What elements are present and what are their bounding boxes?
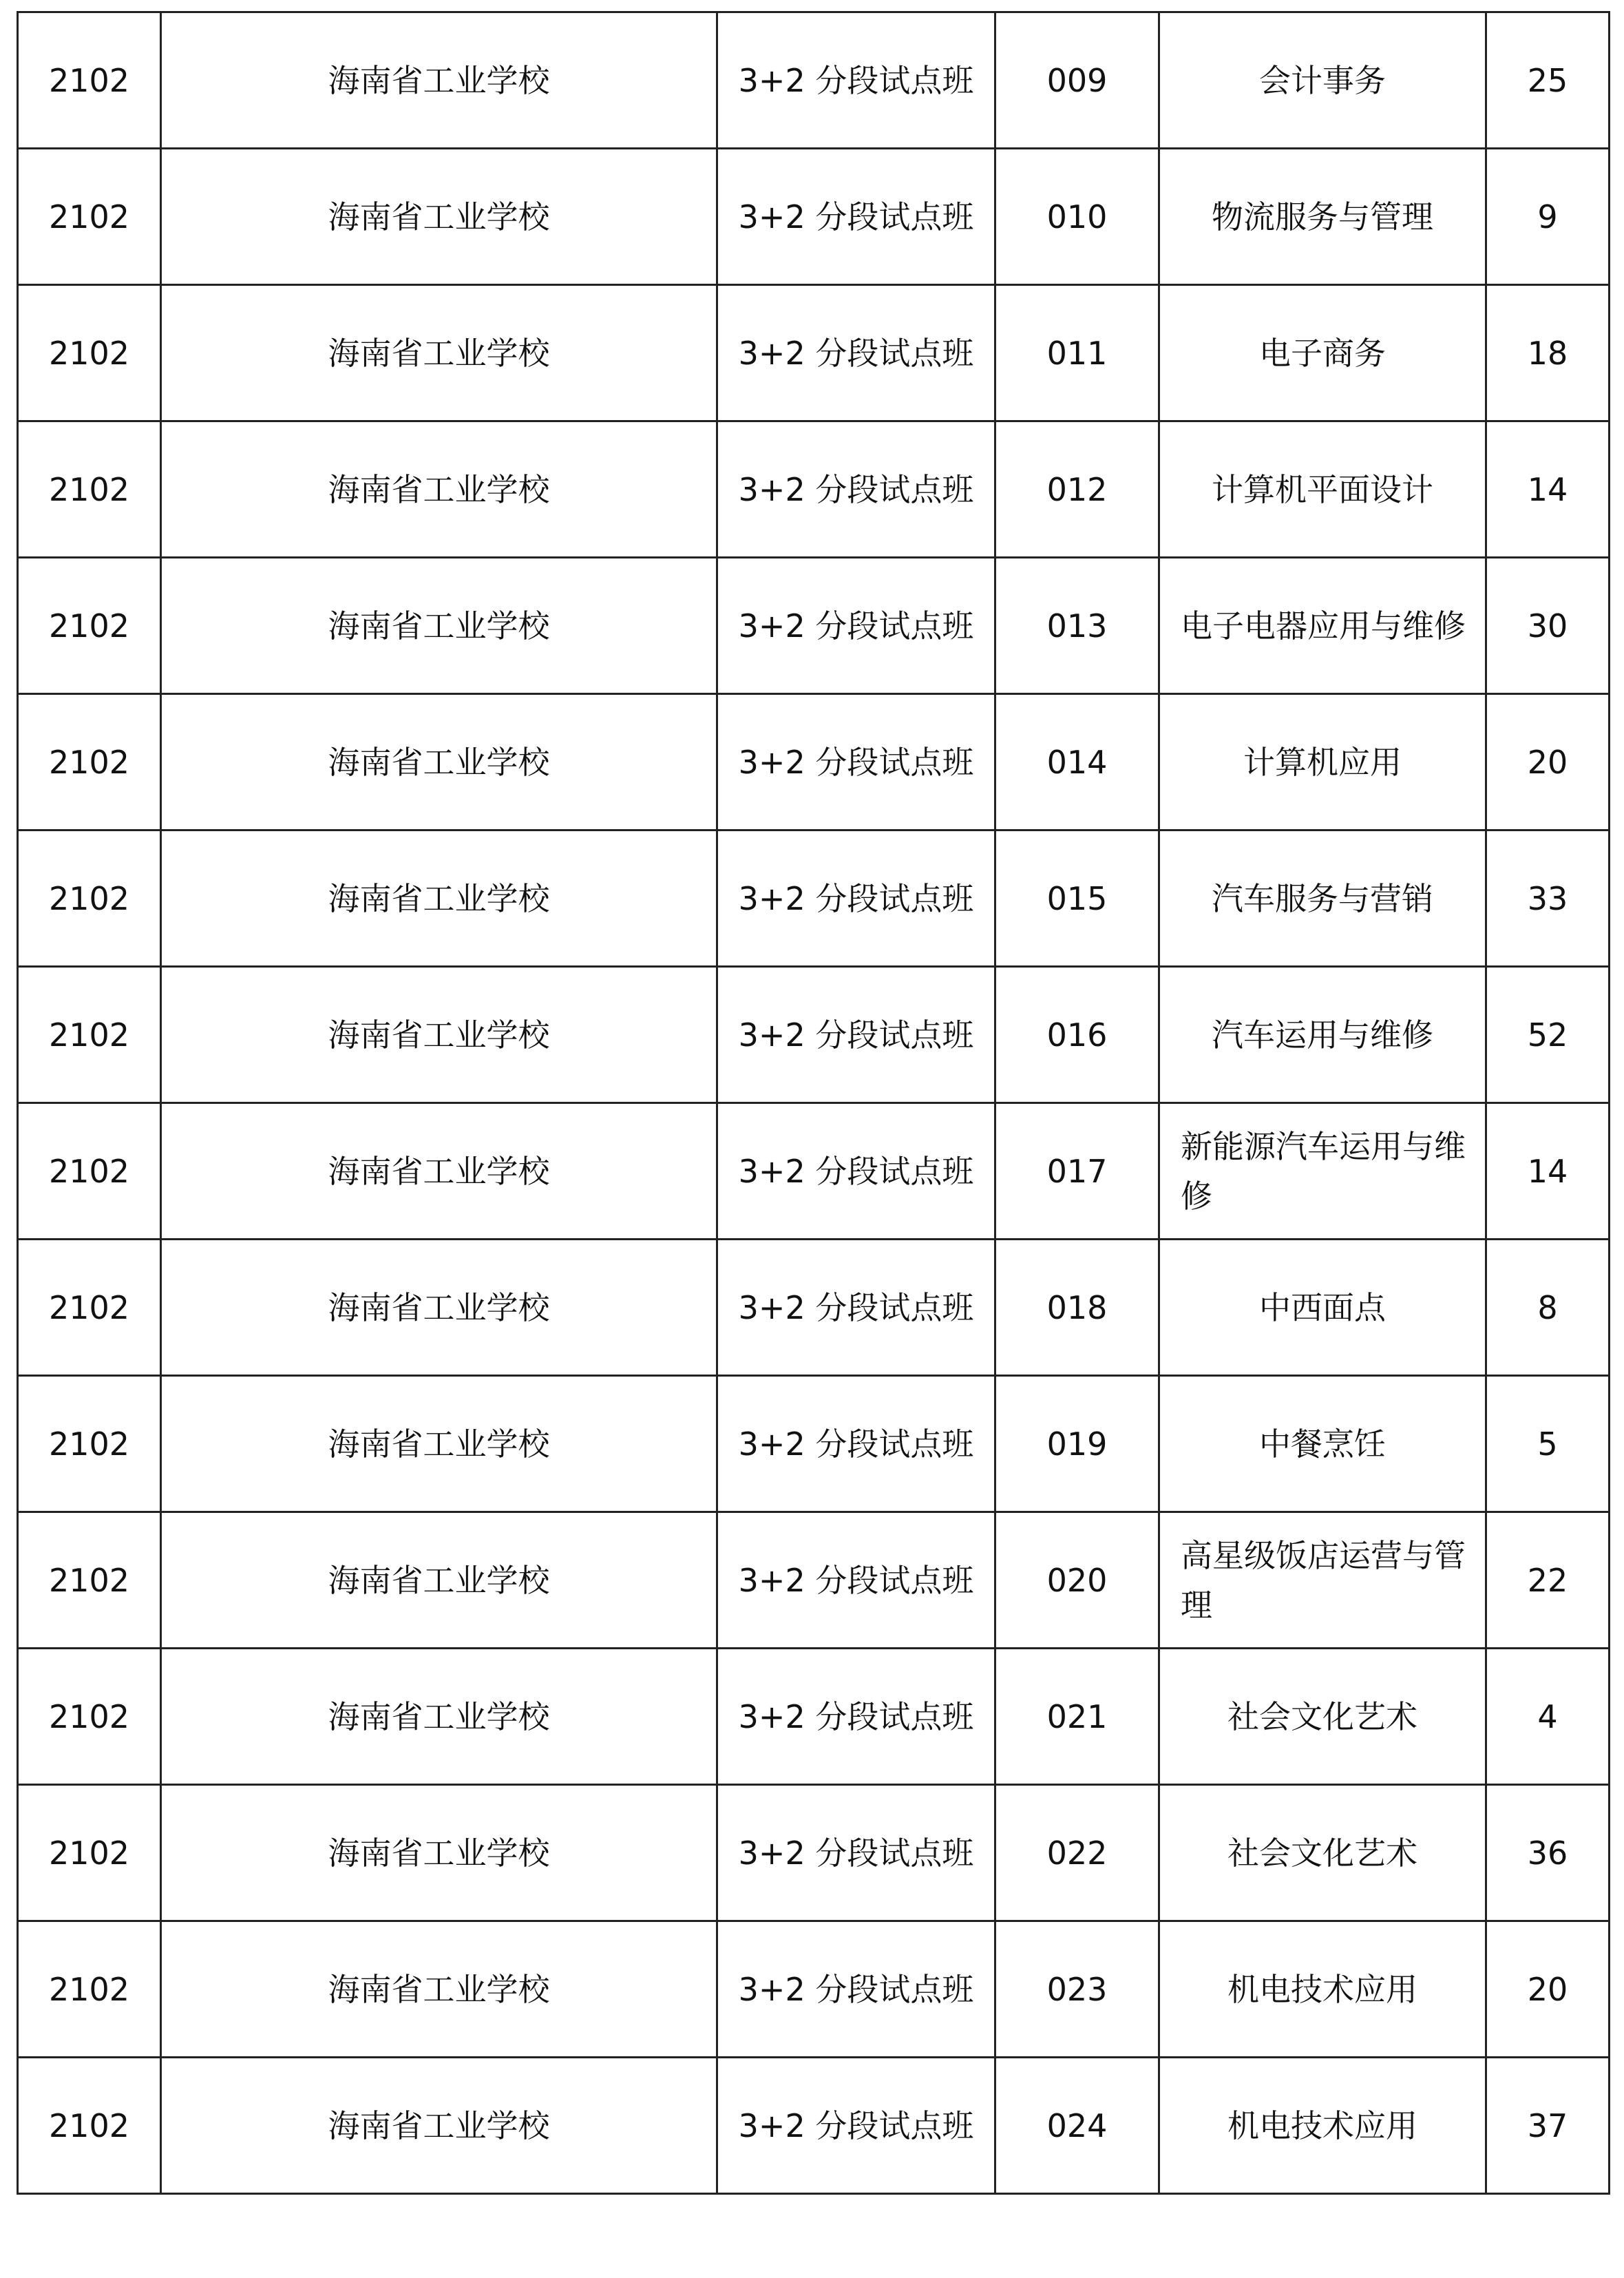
quota-cell: 4 [1486, 1649, 1610, 1785]
quota-cell: 37 [1486, 2058, 1610, 2194]
school-name-cell: 海南省工业学校 [161, 2058, 717, 2194]
major-name-cell: 机电技术应用 [1159, 2058, 1486, 2194]
major-code-cell: 022 [995, 1785, 1159, 1921]
major-code-cell: 024 [995, 2058, 1159, 2194]
quota-cell: 9 [1486, 149, 1610, 285]
table-row [18, 2058, 1610, 2194]
major-name-cell: 社会文化艺术 [1159, 1649, 1486, 1785]
class-type-cell: 3+2 分段试点班 [717, 1103, 995, 1240]
major-code-cell: 010 [995, 149, 1159, 285]
school-name-cell: 海南省工业学校 [161, 285, 717, 421]
table-row [18, 285, 1610, 421]
table-row [18, 1376, 1610, 1512]
table-body [18, 12, 1610, 2194]
major-code-cell: 017 [995, 1103, 1159, 1240]
table-row [18, 1649, 1610, 1785]
school-name-cell: 海南省工业学校 [161, 421, 717, 558]
class-type-cell: 3+2 分段试点班 [717, 1512, 995, 1649]
table-row [18, 1103, 1610, 1240]
major-name-cell: 会计事务 [1159, 12, 1486, 149]
quota-cell: 20 [1486, 1921, 1610, 2058]
table-row [18, 830, 1610, 967]
school-code-cell: 2102 [18, 967, 161, 1103]
table-row [18, 694, 1610, 830]
school-code-cell: 2102 [18, 1103, 161, 1240]
school-name-cell: 海南省工业学校 [161, 1785, 717, 1921]
school-name-cell: 海南省工业学校 [161, 1512, 717, 1649]
school-name-cell: 海南省工业学校 [161, 1649, 717, 1785]
quota-cell: 8 [1486, 1240, 1610, 1376]
table-row [18, 149, 1610, 285]
school-code-cell: 2102 [18, 1376, 161, 1512]
school-code-cell: 2102 [18, 558, 161, 694]
school-code-cell: 2102 [18, 149, 161, 285]
major-name-cell: 电子电器应用与维修 [1159, 558, 1486, 694]
school-code-cell: 2102 [18, 1512, 161, 1649]
school-code-cell: 2102 [18, 1921, 161, 2058]
school-code-cell: 2102 [18, 1649, 161, 1785]
major-code-cell: 013 [995, 558, 1159, 694]
school-name-cell: 海南省工业学校 [161, 1921, 717, 2058]
school-code-cell: 2102 [18, 285, 161, 421]
class-type-cell: 3+2 分段试点班 [717, 1649, 995, 1785]
major-name-cell: 物流服务与管理 [1159, 149, 1486, 285]
major-name-cell: 机电技术应用 [1159, 1921, 1486, 2058]
class-type-cell: 3+2 分段试点班 [717, 1376, 995, 1512]
major-code-cell: 020 [995, 1512, 1159, 1649]
major-name-cell: 社会文化艺术 [1159, 1785, 1486, 1921]
school-name-cell: 海南省工业学校 [161, 694, 717, 830]
major-code-cell: 009 [995, 12, 1159, 149]
school-name-cell: 海南省工业学校 [161, 558, 717, 694]
major-name-cell: 新能源汽车运用与维修 [1159, 1103, 1486, 1240]
school-code-cell: 2102 [18, 1240, 161, 1376]
school-code-cell: 2102 [18, 2058, 161, 2194]
quota-cell: 36 [1486, 1785, 1610, 1921]
quota-cell: 20 [1486, 694, 1610, 830]
class-type-cell: 3+2 分段试点班 [717, 2058, 995, 2194]
major-code-cell: 019 [995, 1376, 1159, 1512]
quota-cell: 18 [1486, 285, 1610, 421]
school-name-cell: 海南省工业学校 [161, 12, 717, 149]
class-type-cell: 3+2 分段试点班 [717, 285, 995, 421]
major-name-cell: 高星级饭店运营与管理 [1159, 1512, 1486, 1649]
table-row [18, 1921, 1610, 2058]
major-name-cell: 汽车运用与维修 [1159, 967, 1486, 1103]
major-code-cell: 018 [995, 1240, 1159, 1376]
table-row [18, 421, 1610, 558]
school-name-cell: 海南省工业学校 [161, 1240, 717, 1376]
school-name-cell: 海南省工业学校 [161, 1103, 717, 1240]
class-type-cell: 3+2 分段试点班 [717, 149, 995, 285]
major-name-cell: 中餐烹饪 [1159, 1376, 1486, 1512]
major-name-cell: 计算机平面设计 [1159, 421, 1486, 558]
school-name-cell: 海南省工业学校 [161, 967, 717, 1103]
major-name-cell: 电子商务 [1159, 285, 1486, 421]
table-row [18, 1512, 1610, 1649]
enrollment-plan-table [17, 11, 1610, 2195]
school-code-cell: 2102 [18, 694, 161, 830]
class-type-cell: 3+2 分段试点班 [717, 421, 995, 558]
school-code-cell: 2102 [18, 12, 161, 149]
school-name-cell: 海南省工业学校 [161, 1376, 717, 1512]
class-type-cell: 3+2 分段试点班 [717, 12, 995, 149]
quota-cell: 30 [1486, 558, 1610, 694]
class-type-cell: 3+2 分段试点班 [717, 1921, 995, 2058]
class-type-cell: 3+2 分段试点班 [717, 1240, 995, 1376]
quota-cell: 22 [1486, 1512, 1610, 1649]
table-row [18, 1785, 1610, 1921]
major-code-cell: 011 [995, 285, 1159, 421]
class-type-cell: 3+2 分段试点班 [717, 830, 995, 967]
school-name-cell: 海南省工业学校 [161, 149, 717, 285]
class-type-cell: 3+2 分段试点班 [717, 694, 995, 830]
quota-cell: 52 [1486, 967, 1610, 1103]
school-name-cell: 海南省工业学校 [161, 830, 717, 967]
table-row [18, 1240, 1610, 1376]
major-code-cell: 023 [995, 1921, 1159, 2058]
major-name-cell: 中西面点 [1159, 1240, 1486, 1376]
school-code-cell: 2102 [18, 830, 161, 967]
quota-cell: 33 [1486, 830, 1610, 967]
major-code-cell: 016 [995, 967, 1159, 1103]
quota-cell: 14 [1486, 1103, 1610, 1240]
major-code-cell: 014 [995, 694, 1159, 830]
school-code-cell: 2102 [18, 1785, 161, 1921]
quota-cell: 5 [1486, 1376, 1610, 1512]
major-code-cell: 015 [995, 830, 1159, 967]
quota-cell: 14 [1486, 421, 1610, 558]
major-code-cell: 021 [995, 1649, 1159, 1785]
quota-cell: 25 [1486, 12, 1610, 149]
table-row [18, 12, 1610, 149]
class-type-cell: 3+2 分段试点班 [717, 1785, 995, 1921]
class-type-cell: 3+2 分段试点班 [717, 967, 995, 1103]
table-row [18, 558, 1610, 694]
major-name-cell: 汽车服务与营销 [1159, 830, 1486, 967]
major-code-cell: 012 [995, 421, 1159, 558]
class-type-cell: 3+2 分段试点班 [717, 558, 995, 694]
school-code-cell: 2102 [18, 421, 161, 558]
table-row [18, 967, 1610, 1103]
major-name-cell: 计算机应用 [1159, 694, 1486, 830]
